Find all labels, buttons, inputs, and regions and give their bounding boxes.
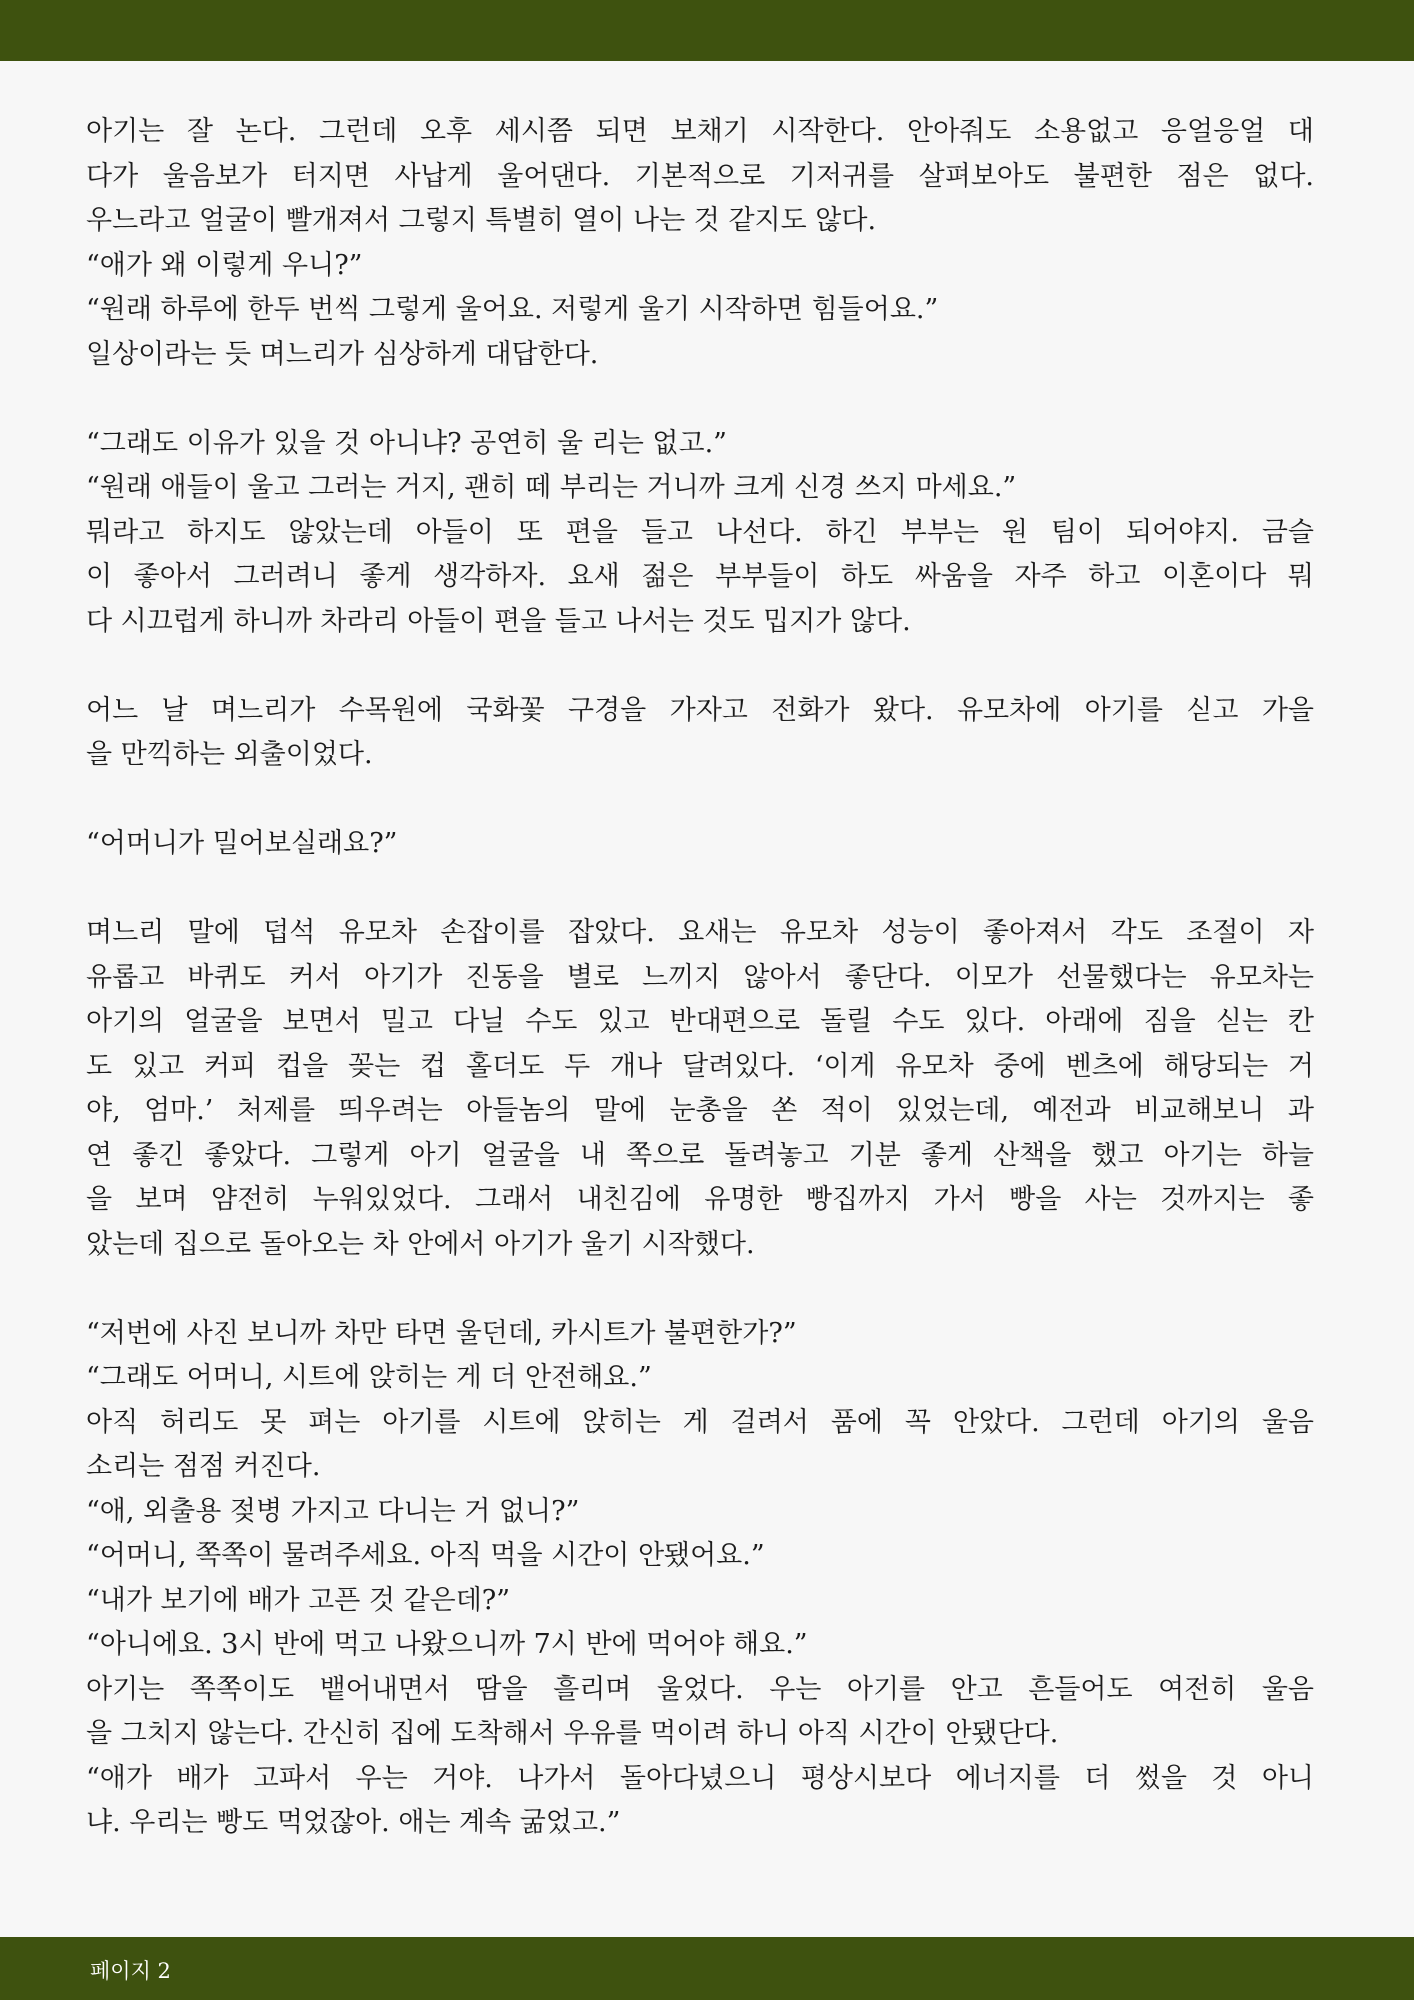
text-line: 아기의 얼굴을 보면서 밀고 다닐 수도 있고 반대편으로 돌릴 수도 있다. 아래에 짐을 싣는 칸 — [86, 1006, 1314, 1037]
header-bar — [0, 0, 1414, 61]
text-line: 다가 울음보가 터지면 사납게 울어댄다. 기본적으로 기저귀를 살펴보아도 불편한 점은 없다. — [86, 160, 1314, 192]
text-line: “저번에 사진 보니까 차만 타면 울던데, 카시트가 불편한가?” — [86, 1317, 797, 1349]
text-line: 아직 허리도 못 펴는 아기를 시트에 앉히는 게 걸려서 품에 꼭 안았다. 그런데 아기의 울음 — [86, 1406, 1314, 1438]
text-line: 일상이라는 듯 며느리가 심상하게 대답한다. — [86, 338, 599, 370]
text-line: 았는데 집으로 돌아오는 차 안에서 아기가 울기 시작했다. — [86, 1228, 755, 1260]
text-line: “어머니, 쪽쪽이 물려주세요. 아직 먹을 시간이 안됐어요.” — [86, 1540, 765, 1571]
footer-bar — [0, 1937, 1414, 2000]
text-line: 을 만끽하는 외출이었다. — [86, 739, 373, 770]
text-line: 며느리 말에 덥석 유모차 손잡이를 잡았다. 요새는 유모차 성능이 좋아져서 각도 조절이 자 — [86, 917, 1314, 948]
text-line: “애가 왜 이렇게 우니?” — [86, 249, 363, 281]
text-line: 연 좋긴 좋았다. 그렇게 아기 얼굴을 내 쪽으로 돌려놓고 기분 좋게 산책을 했고 아기는 하늘 — [86, 1139, 1314, 1171]
text-line: “그래도 어머니, 시트에 앉히는 게 더 안전해요.” — [86, 1362, 652, 1393]
text-line: 냐. 우리는 빵도 먹었잖아. 애는 계속 굶었고.” — [86, 1807, 621, 1838]
paragraph-gap — [86, 644, 1314, 689]
text-line: 뭐라고 하지도 않았는데 아들이 또 편을 들고 나선다. 하긴 부부는 원 팀이 되어야지. 금슬 — [86, 516, 1314, 548]
text-line: “그래도 이유가 있을 것 아니냐? 공연히 울 리는 없고.” — [86, 427, 727, 459]
text-line: 소리는 점점 커진다. — [86, 1451, 321, 1482]
paragraph-gap — [86, 867, 1314, 912]
text-line: 야, 엄마.’ 처제를 띄우려는 아들놈의 말에 눈총을 쏜 적이 있었는데, 예전과 비교해보니 과 — [86, 1095, 1314, 1126]
document-body — [86, 110, 1314, 1846]
text-line: 아기는 쪽쪽이도 뱉어내면서 땀을 흘리며 울었다. 우는 아기를 안고 흔들어도 여전히 울음 — [86, 1673, 1314, 1705]
text-line: “원래 하루에 한두 번씩 그렇게 울어요. 저렇게 울기 시작하면 힘들어요.” — [86, 294, 939, 325]
paragraph-gap — [86, 778, 1314, 823]
text-line: 이 좋아서 그러려니 좋게 생각하자. 요새 젊은 부부들이 하도 싸움을 자주 하고 이혼이다 뭐 — [86, 561, 1314, 592]
text-line: 우느라고 얼굴이 빨개져서 그렇지 특별히 열이 나는 것 같지도 않다. — [86, 205, 877, 236]
text-line: 을 보며 얌전히 누워있었다. 그래서 내친김에 유명한 빵집까지 가서 빵을 사는 것까지는 좋 — [86, 1184, 1314, 1215]
paragraph-gap — [86, 1267, 1314, 1312]
text-line: 어느 날 며느리가 수목원에 국화꽃 구경을 가자고 전화가 왔다. 유모차에 아기를 싣고 가을 — [86, 694, 1314, 726]
text-line: “아니에요. 3시 반에 먹고 나왔으니까 7시 반에 먹어야 해요.” — [86, 1629, 808, 1660]
text-line: “애, 외출용 젖병 가지고 다니는 거 없니?” — [86, 1495, 580, 1527]
text-line: 다 시끄럽게 하니까 차라리 아들이 편을 들고 나서는 것도 밉지가 않다. — [86, 605, 911, 637]
paragraph-gap — [86, 377, 1314, 422]
text-line: “어머니가 밀어보실래요?” — [86, 828, 398, 859]
text-line: “원래 애들이 울고 그러는 거지, 괜히 떼 부리는 거니까 크게 신경 쓰지 마세요.” — [86, 472, 1017, 503]
text-line: 유롭고 바퀴도 커서 아기가 진동을 별로 느끼지 않아서 좋단다. 이모가 선물했다는 유모차는 — [86, 961, 1314, 993]
text-line: 을 그치지 않는다. 간신히 집에 도착해서 우유를 먹이려 하니 아직 시간이 안됐단다. — [86, 1718, 1059, 1749]
page-number: 페이지 2 — [90, 1959, 171, 1983]
text-line: 아기는 잘 논다. 그런데 오후 세시쯤 되면 보채기 시작한다. 안아줘도 소용없고 응얼응얼 대 — [86, 116, 1314, 147]
text-line: “애가 배가 고파서 우는 거야. 나가서 돌아다녔으니 평상시보다 에너지를 더 썼을 것 아니 — [86, 1762, 1314, 1794]
text-line: 도 있고 커피 컵을 꽂는 컵 홀더도 두 개나 달려있다. ‘이게 유모차 중에 벤츠에 해당되는 거 — [86, 1050, 1314, 1082]
text-line: “내가 보기에 배가 고픈 것 같은데?” — [86, 1584, 511, 1616]
